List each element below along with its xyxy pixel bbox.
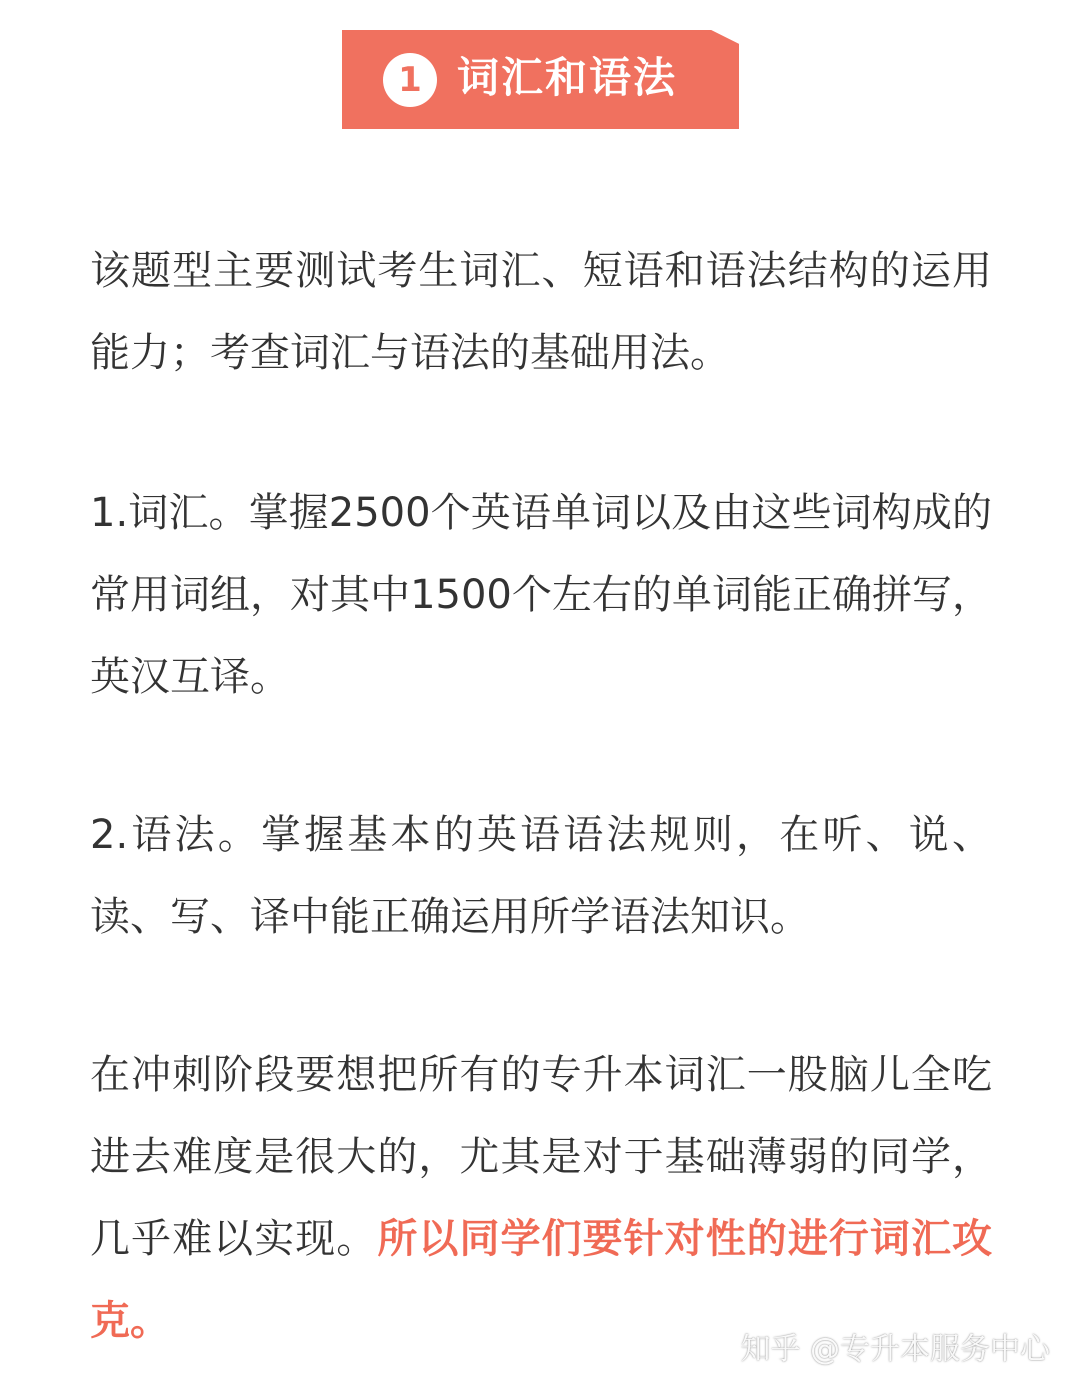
closing-text: 在冲刺阶段要想把所有的专升本词汇一股脑儿全吃进去难度是很大的，尤其是对于基础薄弱的同学，几乎难以实现。 bbox=[90, 1052, 992, 1262]
intro-paragraph: 该题型主要测试考生词汇、短语和语法结构的运用能力；考查词汇与语法的基础用法。 bbox=[90, 248, 992, 376]
grammar-paragraph: 2.语法。掌握基本的英语语法规则，在听、说、读、写、译中能正确运用所学语法知识。 bbox=[90, 812, 992, 940]
closing-highlight-text: 所以同学们要针对性的进行词汇攻克。 bbox=[90, 1216, 993, 1344]
section-title: 词汇和语法 bbox=[457, 53, 678, 102]
section-number-badge: 1 bbox=[383, 53, 437, 107]
closing-paragraph bbox=[90, 1034, 992, 1362]
zhihu-watermark: 知乎 @专升本服务中心 bbox=[740, 1332, 1050, 1367]
vocabulary-paragraph: 1.词汇。掌握2500个英语单词以及由这些词构成的常用词组，对其中1500个左右的单词能正确拼写，英汉互译。 bbox=[90, 490, 992, 700]
